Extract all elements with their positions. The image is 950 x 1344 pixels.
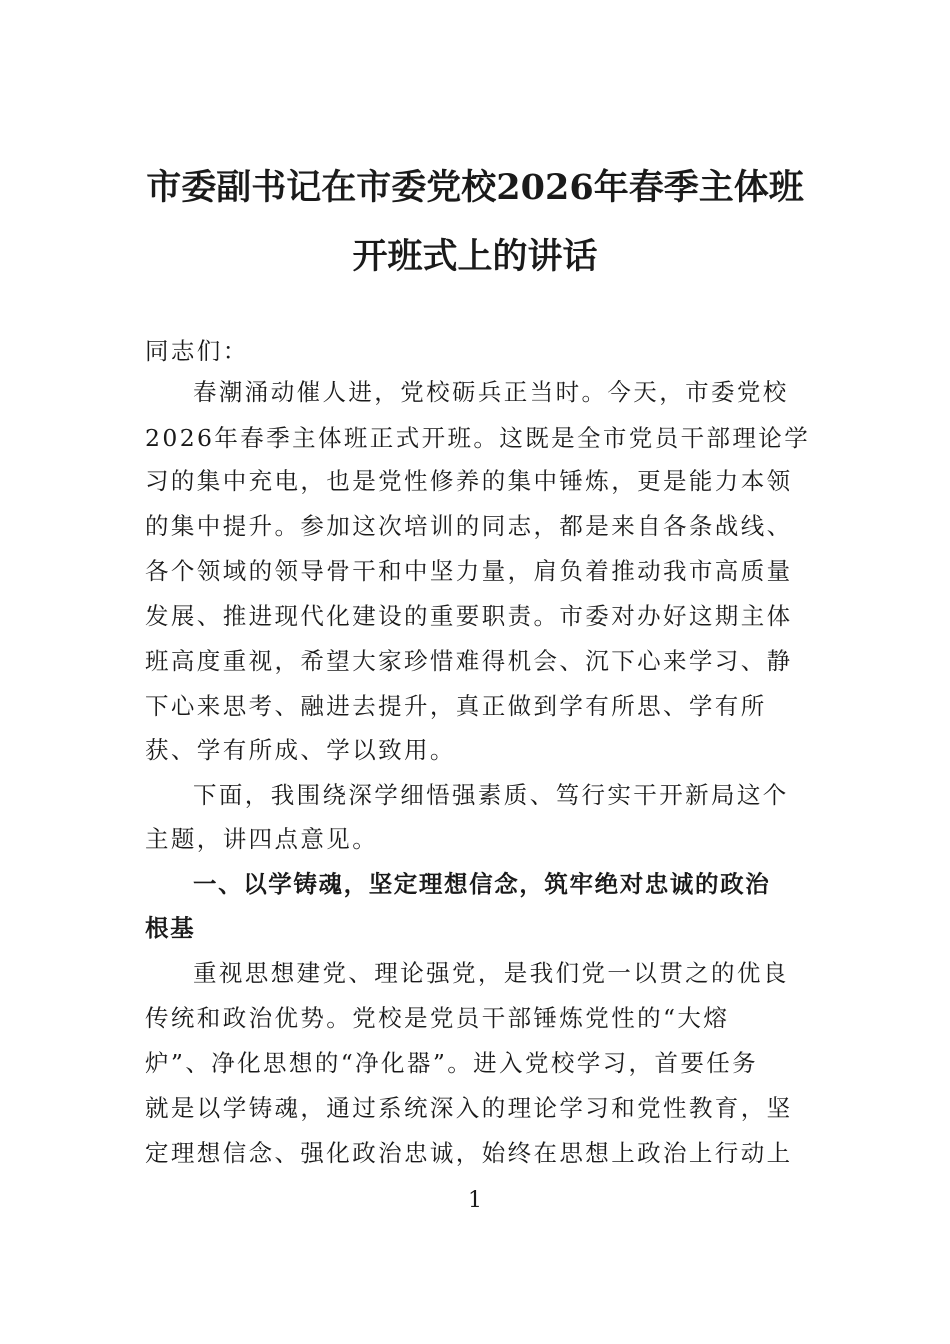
paragraph-2-line: 主题，讲四点意见。 xyxy=(145,825,379,853)
paragraph-1-line: 班高度重视，希望大家珍惜难得机会、沉下心来学习、静 xyxy=(145,647,793,675)
page-number: 1 xyxy=(468,1188,482,1213)
salutation: 同志们： xyxy=(145,337,249,365)
paragraph-1-line: 下心来思考、融进去提升，真正做到学有所思、学有所 xyxy=(145,692,767,720)
document-title-line-1: 市委副书记在市委党校2026年春季主体班 xyxy=(146,167,804,208)
paragraph-1-line: 习的集中充电，也是党性修养的集中锤炼，更是能力本领 xyxy=(145,467,793,495)
section-heading-1-line: 根基 xyxy=(145,914,196,942)
paragraph-2-line: 下面，我围绕深学细悟强素质、笃行实干开新局这个 xyxy=(193,781,789,809)
paragraph-3-line: 炉”、净化思想的“净化器”。进入党校学习，首要任务 xyxy=(145,1049,759,1077)
paragraph-1-line: 获、学有所成、学以致用。 xyxy=(145,736,456,764)
paragraph-1-line: 各个领域的领导骨干和中坚力量，肩负着推动我市高质量 xyxy=(145,557,793,585)
document-title-line-2: 开班式上的讲话 xyxy=(352,236,598,277)
paragraph-3-line: 重视思想建党、理论强党，是我们党一以贯之的优良 xyxy=(193,959,789,987)
paragraph-1-line: 的集中提升。参加这次培训的同志，都是来自各条战线、 xyxy=(145,512,793,540)
paragraph-3-line: 传统和政治优势。党校是党员干部锤炼党性的“大熔 xyxy=(145,1004,730,1032)
paragraph-1-line: 发展、推进现代化建设的重要职责。市委对办好这期主体 xyxy=(145,602,793,630)
paragraph-3-line: 就是以学铸魂，通过系统深入的理论学习和党性教育，坚 xyxy=(145,1094,793,1122)
paragraph-1-line: 春潮涌动催人进，党校砺兵正当时。今天，市委党校 xyxy=(193,378,789,406)
paragraph-3-line: 定理想信念、强化政治忠诚，始终在思想上政治上行动上 xyxy=(145,1139,793,1167)
section-heading-1-line: 一、以学铸魂，坚定理想信念，筑牢绝对忠诚的政治 xyxy=(193,870,771,898)
paragraph-1-line: 2026年春季主体班正式开班。这既是全市党员干部理论学 xyxy=(145,424,811,452)
